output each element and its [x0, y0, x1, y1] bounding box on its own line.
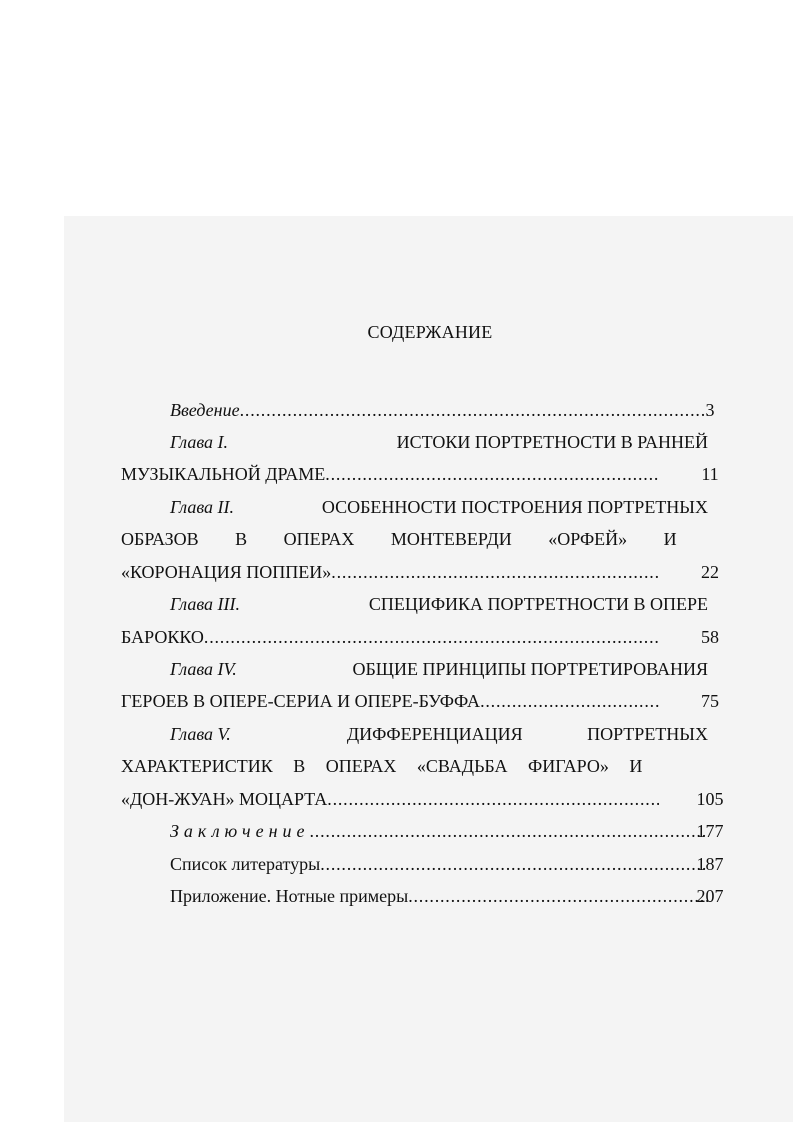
chapter-label: Глава IV. — [170, 659, 237, 679]
toc-entry-title: БАРОККО — [121, 627, 204, 647]
toc-entry-introduction — [121, 398, 708, 422]
toc-entry-chapter-3-line-1 — [121, 592, 708, 616]
toc-entry-title: ХАРАКТЕРИСТИК В ОПЕРАХ «СВАДЬБА ФИГАРО» И — [121, 756, 643, 776]
toc-page-number: 177 — [696, 821, 724, 841]
leader-dots — [204, 625, 659, 649]
toc-entry-bibliography — [121, 852, 708, 876]
toc-entry-title: «ДОН-ЖУАН» МОЦАРТА — [121, 789, 328, 809]
toc-entry-title: «КОРОНАЦИЯ ПОППЕИ» — [121, 562, 332, 582]
toc-page-number: 22 — [701, 562, 719, 582]
toc-page-number: 11 — [701, 464, 719, 484]
toc-entry-title: МУЗЫКАЛЬНОЙ ДРАМЕ — [121, 464, 326, 484]
toc-entry-title: Список литературы — [170, 854, 321, 874]
toc-entry-title: Введение — [170, 400, 240, 420]
toc-entry-title: ГЕРОЕВ В ОПЕРЕ-СЕРИА И ОПЕРЕ-БУФФА — [121, 691, 481, 711]
toc-entry-chapter-5-line-3 — [121, 787, 659, 811]
chapter-label: Глава I. — [170, 432, 229, 452]
toc-entry-title: Заключение — [170, 821, 310, 841]
leader-dots — [320, 852, 708, 876]
toc-page-number: 75 — [701, 691, 719, 711]
chapter-label: Глава III. — [170, 594, 241, 614]
toc-entry-chapter-5-line-1 — [121, 722, 708, 746]
toc-entry-title: ОБРАЗОВ В ОПЕРАХ МОНТЕВЕРДИ «ОРФЕЙ» И — [121, 529, 677, 549]
toc-entry-chapter-3-line-2 — [121, 625, 659, 649]
leader-dots — [327, 787, 659, 811]
toc-page-number: 58 — [701, 627, 719, 647]
toc-entry-chapter-4-line-2 — [121, 689, 659, 713]
leader-dots — [240, 398, 708, 422]
toc-page-number: 187 — [696, 854, 724, 874]
toc-entry-title: ДИФФЕРЕНЦИАЦИЯ ПОРТРЕТНЫХ — [346, 724, 708, 744]
toc-page-number: 207 — [696, 886, 724, 906]
leader-dots — [325, 462, 659, 486]
leader-dots — [310, 819, 709, 843]
toc-entry-title: СПЕЦИФИКА ПОРТРЕТНОСТИ В ОПЕРЕ — [368, 594, 708, 614]
leader-dots — [480, 689, 659, 713]
toc-page-number: 105 — [696, 789, 724, 809]
toc-entry-appendix — [121, 884, 708, 908]
toc-entry-chapter-1-line-1 — [121, 430, 708, 454]
toc-entry-chapter-2-line-2 — [121, 527, 677, 551]
leader-dots — [331, 560, 659, 584]
toc-entry-title: ОСОБЕННОСТИ ПОСТРОЕНИЯ ПОРТРЕТНЫХ — [321, 497, 708, 517]
toc-entry-chapter-4-line-1 — [121, 657, 708, 681]
toc-page-number: 3 — [705, 400, 715, 420]
toc-entry-title: ИСТОКИ ПОРТРЕТНОСТИ В РАННЕЙ — [396, 432, 708, 452]
toc-entry-chapter-5-line-2 — [121, 754, 659, 778]
toc-entry-title: Приложение. Нотные примеры — [170, 886, 409, 906]
toc-entry-chapter-2-line-3 — [121, 560, 659, 584]
toc-entry-chapter-1-line-2 — [121, 462, 659, 486]
toc-entry-chapter-2-line-1 — [121, 495, 708, 519]
toc-entry-title: ОБЩИЕ ПРИНЦИПЫ ПОРТРЕТИРОВАНИЯ — [352, 659, 708, 679]
leader-dots — [408, 884, 708, 908]
chapter-label: Глава II. — [170, 497, 235, 517]
toc-entry-conclusion — [121, 819, 708, 843]
page-title: СОДЕРЖАНИЕ — [367, 322, 493, 342]
chapter-label: Глава V. — [170, 724, 231, 744]
